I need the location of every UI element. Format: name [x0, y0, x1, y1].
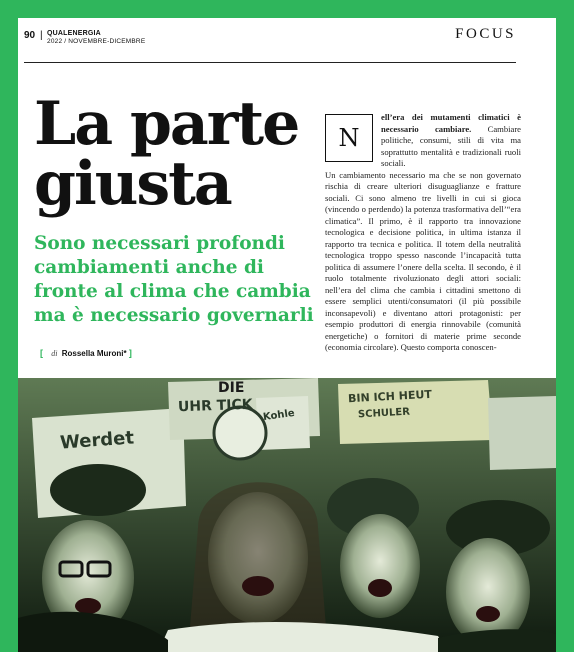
sign-text: UHR TICK [177, 396, 253, 416]
sign-text: Kohle [262, 407, 296, 424]
page-header [18, 26, 556, 62]
article-body [325, 112, 521, 354]
header-rule [24, 62, 516, 63]
author-name: Rossella Muroni* [61, 349, 127, 358]
drop-cap: N [325, 114, 373, 162]
lead-rest: Cambiare politiche, consumi, stili di vita ma soprattutto mentalità e tradizionali ruoli sociali. [381, 123, 521, 168]
lead-bold: ell’era dei mutamenti climatici è necessario cambiare. [381, 112, 521, 134]
bracket-icon: ] [128, 348, 132, 358]
byline [40, 348, 132, 358]
section-label: FOCUS [455, 26, 516, 42]
article-title: La parte giusta [34, 89, 299, 219]
byline-prefix: di [51, 349, 58, 358]
sign-text: SCHULER [357, 406, 411, 421]
bracket-icon: [ [40, 348, 43, 358]
article-subtitle: Sono necessari profondi cambiamenti anche di fronte al clima che cambia ma è necessario governarli [34, 233, 314, 326]
magazine-page [18, 18, 556, 652]
protest-photo [18, 378, 556, 652]
page-number: 90 [24, 30, 36, 41]
magazine-name: QUALENERGIA [47, 30, 101, 37]
sign-text: BIN ICH HEUT [347, 387, 433, 406]
sign-text: Werdet [59, 427, 135, 454]
header-separator: | [40, 30, 43, 41]
lead-paragraph [325, 112, 521, 170]
sign-text: DIE [218, 380, 245, 396]
body-paragraph: Un cambiamento necessario ma che se non governato rischia di creare ulteriori disuguaglianze e fratture sociali. Ci sono almeno tre livelli in cui si gioca (vincendo o perdendo) la potenza trasformativa dell’“era climatica”. Il primo, è il rapporto tra innovazione tecnologica e decisione politica, in ultima istanza il rapporto tra tecnica e politica. Il totem della neutralità tecnologica troppo spesso nasconde l’incapacità tutta politica di assumere l’onere della scelta. Il secondo, è il ruolo totalmente rivoluzionato degli attori sociali: nell’era del clima che cambia i cittadini smettono di essere semplici utenti/consumatori (il più possibile inconsapevoli) e diventano attori protagonisti: per esempio produttori di energia rinnovabile (comunità energetiche) o fornitori di materie prime seconde (economia circolare). Questo comporta conoscen- [325, 169, 521, 352]
issue-date: 2022 / NOVEMBRE-DICEMBRE [47, 38, 146, 45]
